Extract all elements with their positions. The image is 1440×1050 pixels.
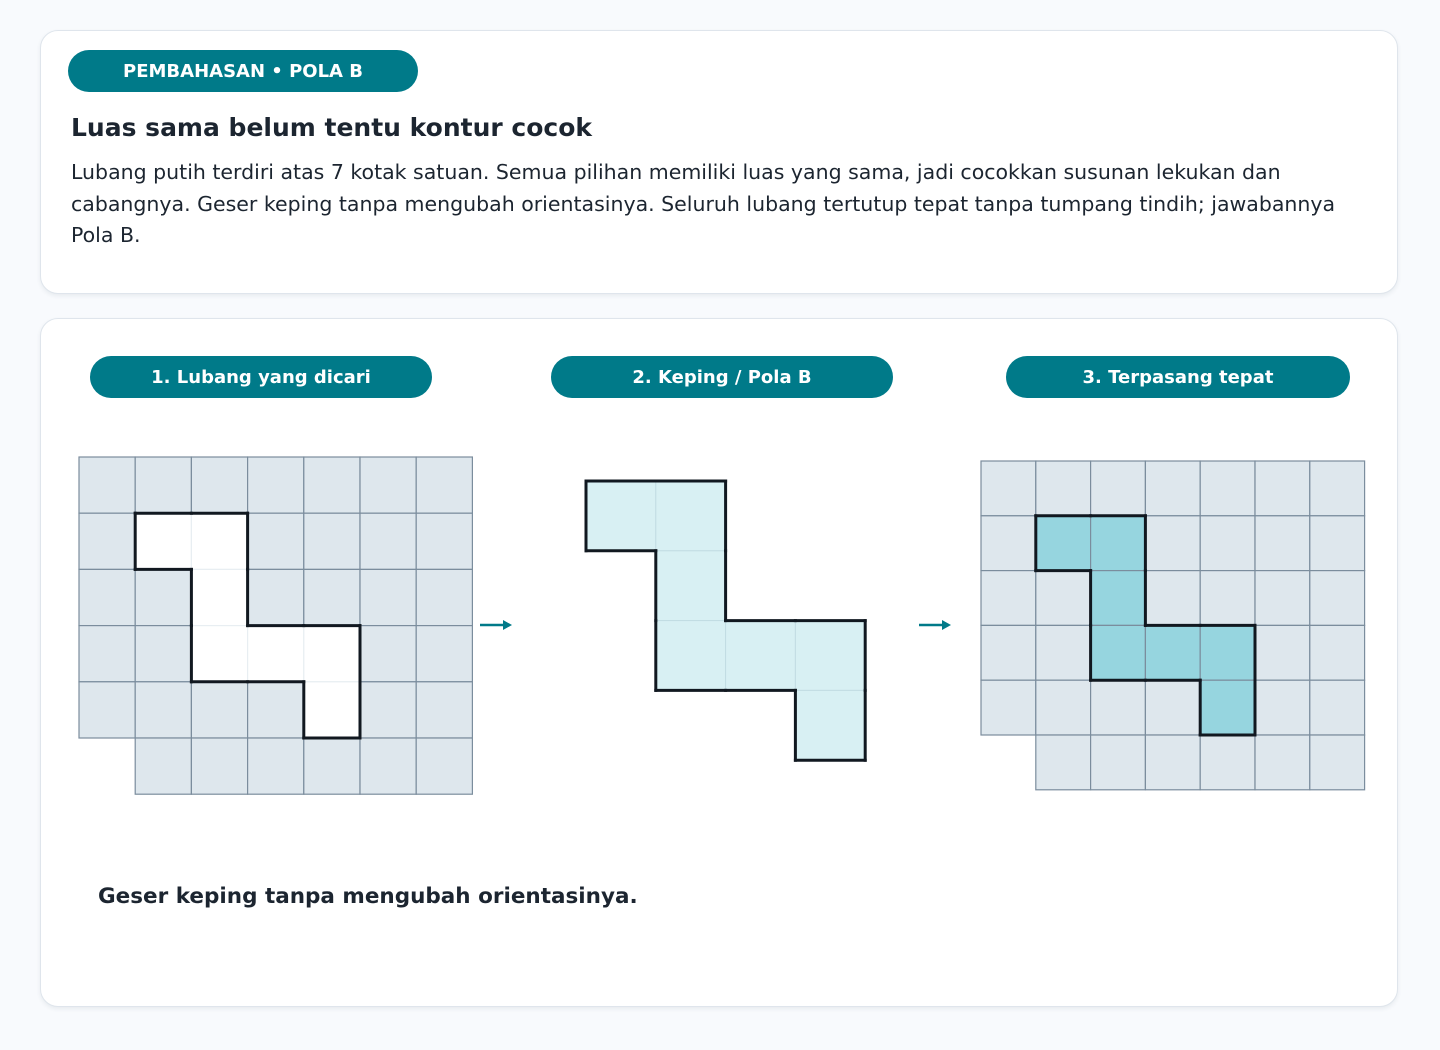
grid-cell [135, 569, 191, 625]
step-label-hole: 1. Lubang yang dicari [90, 356, 432, 398]
grid-cell [360, 569, 416, 625]
grid-cell [1310, 735, 1365, 790]
grid-cell [360, 513, 416, 569]
piece-cell [726, 621, 796, 691]
grid-cell [1091, 735, 1146, 790]
grid-cell [981, 461, 1036, 516]
grid-cell [1036, 680, 1091, 735]
grid-cell [1310, 625, 1365, 680]
grid-cell [416, 682, 472, 738]
grid-cell [1255, 680, 1310, 735]
grid-cell [191, 738, 247, 794]
grid-cell [135, 626, 191, 682]
grid-cell [416, 457, 472, 513]
step-label-piece: 2. Keping / Pola B [551, 356, 893, 398]
grid-cell [135, 682, 191, 738]
step-label-placed: 3. Terpasang tepat [1006, 356, 1350, 398]
piece-pattern-b [584, 479, 868, 763]
piece-cell [586, 481, 656, 551]
grid-cell [1310, 516, 1365, 571]
grid-cell [1200, 516, 1255, 571]
piece-cell [656, 551, 726, 621]
grid-cell [1255, 516, 1310, 571]
grid-cell [135, 457, 191, 513]
hole-cell [304, 682, 360, 738]
grid-cell [248, 457, 304, 513]
grid-cell [416, 569, 472, 625]
grid-cell [981, 571, 1036, 626]
grid-cell [191, 682, 247, 738]
grid-cell [981, 680, 1036, 735]
grid-cell [248, 738, 304, 794]
arrow-right-icon [916, 615, 956, 635]
grid-cell [416, 626, 472, 682]
grid-cell [1310, 461, 1365, 516]
grid-cell [1200, 461, 1255, 516]
instruction-note: Geser keping tanpa mengubah orientasinya. [98, 884, 638, 909]
grid-cell [79, 569, 135, 625]
grid-cell [135, 738, 191, 794]
grid-cell [981, 516, 1036, 571]
placed-piece-cell [1200, 625, 1255, 680]
grid-cell [79, 682, 135, 738]
grid-cell [79, 626, 135, 682]
grid-cell [360, 738, 416, 794]
placed-board [979, 459, 1367, 793]
grid-cell [360, 626, 416, 682]
piece-cell [795, 690, 865, 760]
placed-piece-cell [1200, 680, 1255, 735]
grid-cell [1036, 735, 1091, 790]
grid-cell [304, 513, 360, 569]
grid-cell [360, 682, 416, 738]
grid-cell [1145, 571, 1200, 626]
hole-cell [304, 626, 360, 682]
grid-cell [1091, 680, 1146, 735]
hole-cell [248, 626, 304, 682]
explanation-card [40, 30, 1398, 294]
grid-cell [1310, 680, 1365, 735]
grid-cell [416, 738, 472, 794]
diagram-card [40, 318, 1398, 1007]
grid-cell [1255, 735, 1310, 790]
grid-cell [1200, 571, 1255, 626]
grid-cell [79, 457, 135, 513]
grid-cell [981, 625, 1036, 680]
hole-cell [135, 513, 191, 569]
grid-cell [79, 513, 135, 569]
grid-cell [1255, 571, 1310, 626]
grid-cell [304, 569, 360, 625]
grid-cell [1036, 461, 1091, 516]
grid-cell [1145, 735, 1200, 790]
piece-cell [656, 481, 726, 551]
grid-cell [304, 738, 360, 794]
grid-cell [360, 457, 416, 513]
piece-cell [795, 621, 865, 691]
grid-cell [1091, 461, 1146, 516]
arrow-right-icon [477, 615, 517, 635]
grid-cell [416, 513, 472, 569]
section-badge: PEMBAHASAN • POLA B [68, 50, 418, 92]
grid-cell [1310, 571, 1365, 626]
grid-cell [248, 682, 304, 738]
hole-cell [191, 569, 247, 625]
grid-cell [1036, 625, 1091, 680]
grid-cell [1145, 680, 1200, 735]
grid-cell [1145, 461, 1200, 516]
grid-cell [1036, 571, 1091, 626]
grid-cell [304, 457, 360, 513]
placed-piece-cell [1091, 571, 1146, 626]
explanation-text: Lubang putih terdiri atas 7 kotak satuan. Semua pilihan memiliki luas yang sama, jadi cocokkan susunan lekukan dan cabangnya. Geser keping tanpa mengubah orientasinya. Seluruh lubang tertutup tepat tanpa tumpang tindih; jawabannya Pola B. [71, 160, 1336, 247]
hole-board [77, 455, 473, 795]
grid-cell [1255, 625, 1310, 680]
grid-cell [1255, 461, 1310, 516]
placed-piece-cell [1091, 516, 1146, 571]
placed-piece-cell [1036, 516, 1091, 571]
explanation-title: Luas sama belum tentu kontur cocok [71, 113, 593, 142]
grid-cell [1200, 735, 1255, 790]
hole-cell [191, 513, 247, 569]
piece-cell [656, 621, 726, 691]
grid-cell [248, 513, 304, 569]
placed-piece-cell [1145, 625, 1200, 680]
grid-cell [248, 569, 304, 625]
grid-cell [191, 457, 247, 513]
grid-cell [1145, 516, 1200, 571]
hole-cell [191, 626, 247, 682]
placed-piece-cell [1091, 625, 1146, 680]
